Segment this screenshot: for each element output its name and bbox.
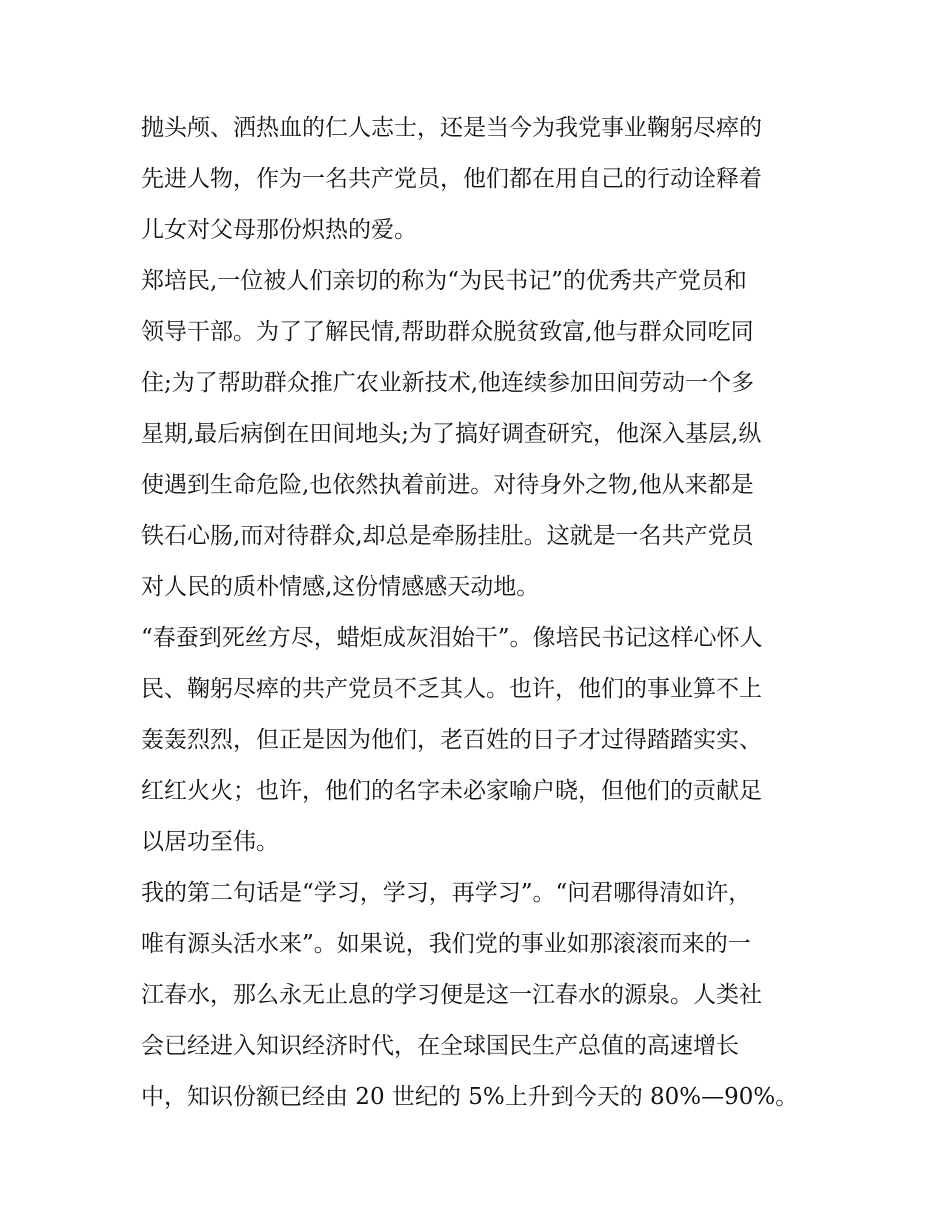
text-line: 使遇到生命危险,也依然执着前进。对待身外之物,他从来都是: [141, 472, 754, 498]
body-text: [141, 103, 821, 1123]
text-line: 对人民的质朴情感,这份情感感天动地。: [141, 574, 540, 600]
text-line: 郑培民,一位被人们亲切的称为“为民书记”的优秀共产党员和: [141, 268, 747, 294]
text-line: 住;为了帮助群众推广农业新技术,他连续参加田间劳动一个多: [141, 370, 755, 396]
text-line: 以居功至伟。: [141, 829, 279, 855]
text-line: “春蚕到死丝方尽，蜡炬成灰泪始干”。像培民书记这样心怀人: [141, 625, 763, 651]
text-line: 抛头颅、洒热血的仁人志士，还是当今为我党事业鞠躬尽瘁的: [141, 115, 762, 141]
text-line: 先进人物，作为一名共产党员，他们都在用自己的行动诠释着: [141, 166, 762, 192]
text-line: 星期,最后病倒在田间地头;为了搞好调查研究，他深入基层,纵: [141, 421, 762, 447]
text-line: 中，知识份额已经由 20 世纪的 5%上升到今天的 80%—90%。: [141, 1084, 799, 1110]
text-line: 民、鞠躬尽瘁的共产党员不乏其人。也许，他们的事业算不上: [141, 676, 762, 702]
text-line: 我的第二句话是“学习，学习，再学习”。“问君哪得清如许，: [141, 880, 752, 906]
text-line: 儿女对父母那份炽热的爱。: [141, 217, 417, 243]
text-line: 轰轰烈烈，但正是因为他们，老百姓的日子才过得踏踏实实、: [141, 727, 762, 753]
text-line: 红红火火；也许，他们的名字未必家喻户晓，但他们的贡献足: [141, 778, 762, 804]
text-line: 领导干部。为了了解民情,帮助群众脱贫致富,他与群众同吃同: [141, 319, 754, 345]
text-line: 唯有源头活水来”。如果说，我们党的事业如那滚滚而来的一: [141, 931, 751, 957]
text-line: 铁石心肠,而对待群众,却总是牵肠挂肚。这就是一名共产党员: [141, 523, 754, 549]
text-line: 会已经进入知识经济时代，在全球国民生产总值的高速增长: [141, 1033, 739, 1059]
text-line: 江春水，那么永无止息的学习便是这一江春水的源泉。人类社: [141, 982, 762, 1008]
